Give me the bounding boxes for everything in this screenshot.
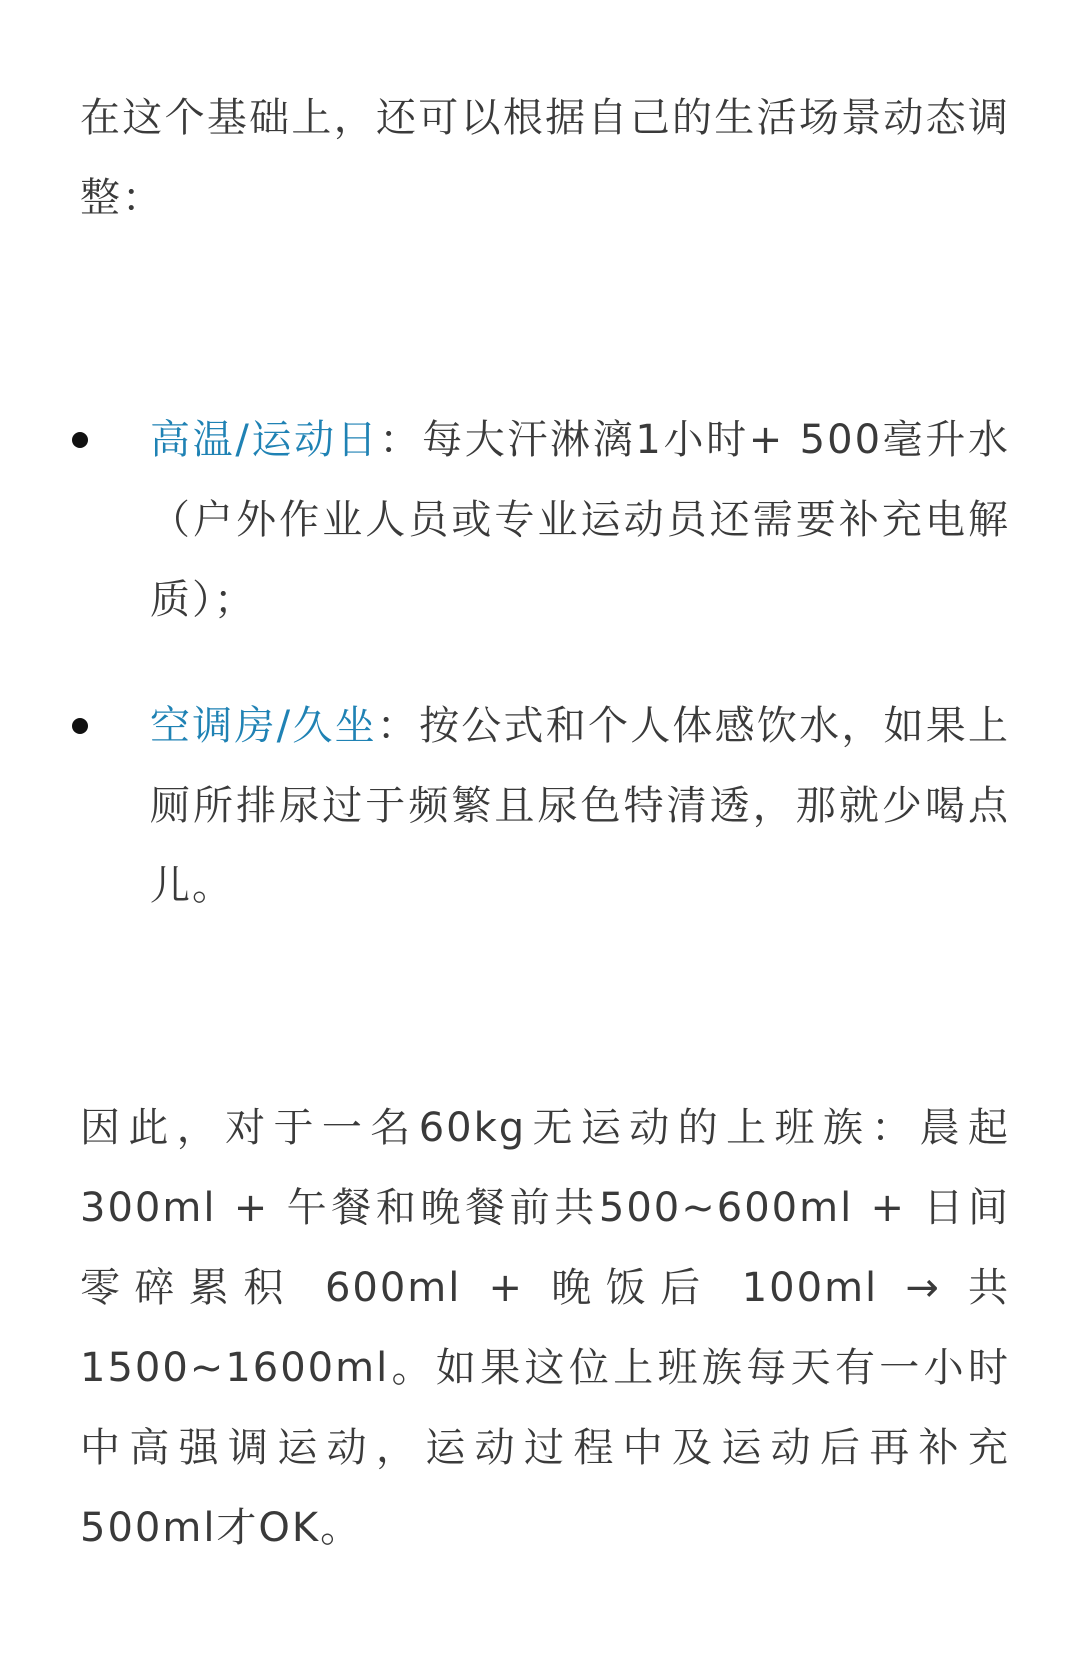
list-item-high-temp [80,400,1010,640]
list-item-text: ：每大汗淋漓1小时+ 500毫升水（户外作业人员或专业运动员还需要补充电解质）； [150,417,1010,623]
list-item-label: 高温/运动日 [150,417,380,463]
list-item-ac-room [80,686,1010,926]
bullet-dot-icon [72,432,88,448]
summary-paragraph: 因此，对于一名60kg无运动的上班族：晨起300ml + 午餐和晚餐前共500~600ml + 日间零碎累积 600ml + 晚饭后 100ml → 共1500~1600ml。如果这位上班族每天有一小时中高强调运动，运动过程中及运动后再补充500ml才OK。 [80,1105,1010,1551]
bullet-dot-icon [72,718,88,734]
list-item-text: ：按公式和个人体感饮水，如果上厕所排尿过于频繁且尿色特清透，那就少喝点儿。 [150,703,1011,909]
intro-paragraph: 在这个基础上，还可以根据自己的生活场景动态调整： [80,95,1010,221]
tips-list [80,400,1010,972]
list-item-label: 空调房/久坐 [150,703,377,749]
